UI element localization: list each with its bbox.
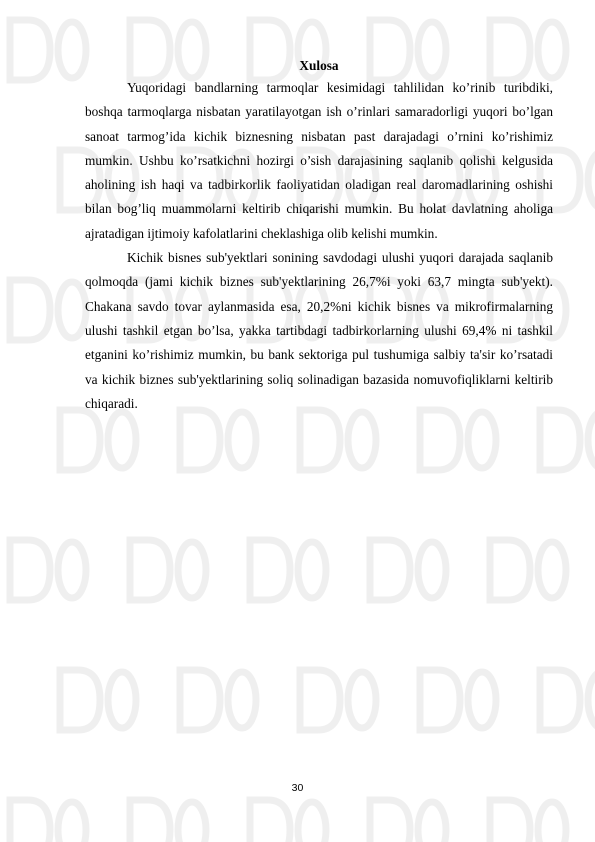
watermark-letter-d <box>490 800 530 842</box>
watermark-letter-o <box>228 672 256 728</box>
watermark-letter-d <box>300 410 340 470</box>
watermark-letter-o <box>178 802 206 842</box>
document-page <box>85 56 553 416</box>
watermark-letter-d <box>540 670 580 730</box>
watermark-letter-o <box>468 412 496 468</box>
watermark-letter-o <box>468 672 496 728</box>
watermark-letter-o <box>58 542 86 598</box>
watermark-letter-d <box>180 410 220 470</box>
watermark-letter-d <box>180 670 220 730</box>
watermark-letter-o <box>298 802 326 842</box>
watermark-letter-o <box>588 412 595 468</box>
watermark-letter-d <box>300 670 340 730</box>
watermark-letter-d <box>250 540 290 600</box>
watermark-letter-d <box>420 670 460 730</box>
paragraph-2: Kichik bisnes sub'yektlari sonining savdodagi ulushi yuqori darajada saqlanib qolmoqda (jami kichik biznes sub'yektlarining 26,7%i yoki 63,7 mingta sub'yekt). Chakana savdo tovar aylanmasida esa, 20,2%ni kichik bisnes va mikrofirmalarning ulushi tashkil etgan bo’lsa, yakka tartibdagi tadbirkorlarning ulushi 69,4% ni tashkil etganini ko’rishimiz mumkin, bu bank sektoriga pul tushumiga salbiy ta'sir ko’rsatadi va kichik biznes sub'yektlarining soliq solinadigan bazasida nomuvofiqliklarni keltirib chiqaradi. <box>85 250 553 411</box>
watermark-letter-o <box>348 672 376 728</box>
watermark-letter-d <box>420 410 460 470</box>
watermark-letter-o <box>538 542 566 598</box>
paragraph-1: Yuqoridagi bandlarning tarmoqlar kesimidagi tahlilidan ko’rinib turibdiki, boshqa tarmoqlarga nisbatan yaratilayotgan ish o’rinlari samaradorligi yuqori bo’lgan sanoat tarmog’ida kichik biznesning nisbatan past darajadagi o’rnini ko’rishimiz mumkin. Ushbu ko’rsatkichni hozirgi o’sish darajasining saqlanib qolishi kelgusida aholining ish haqi va tadbirkorlik faoliyatidan oladigan real daromadlarining oshishi bilan bog’liq muammolarni keltirib chiqarishi mumkin. Bu holat davlatning aholiga ajratadigan ijtimoiy kafolatlarini cheklashiga olib kelishi mumkin. <box>85 80 553 241</box>
watermark-letter-o <box>418 542 446 598</box>
watermark-letter-d <box>10 20 50 80</box>
watermark-letter-d <box>60 670 100 730</box>
document-title: Xulosa <box>299 58 339 73</box>
watermark-letter-d <box>130 540 170 600</box>
watermark-letter-o <box>108 412 136 468</box>
watermark-letter-d <box>130 800 170 842</box>
watermark-letter-o <box>58 22 86 78</box>
watermark-letter-d <box>370 800 410 842</box>
watermark-letter-o <box>298 542 326 598</box>
watermark-letter-o <box>538 802 566 842</box>
watermark-letter-o <box>418 802 446 842</box>
watermark-letter-o <box>588 152 595 208</box>
watermark-letter-d <box>10 280 50 340</box>
watermark-letter-d <box>250 800 290 842</box>
watermark-letter-d <box>370 540 410 600</box>
watermark-letter-o <box>178 542 206 598</box>
watermark-letter-d <box>10 800 50 842</box>
watermark-letter-d <box>60 410 100 470</box>
watermark-letter-o <box>588 672 595 728</box>
watermark-letter-o <box>348 412 376 468</box>
watermark-letter-o <box>58 802 86 842</box>
page-number: 30 <box>291 782 304 794</box>
watermark-letter-d <box>540 410 580 470</box>
watermark-letter-o <box>228 412 256 468</box>
watermark-letter-d <box>490 540 530 600</box>
watermark-letter-o <box>58 282 86 338</box>
watermark-letter-o <box>108 672 136 728</box>
watermark-letter-d <box>10 540 50 600</box>
